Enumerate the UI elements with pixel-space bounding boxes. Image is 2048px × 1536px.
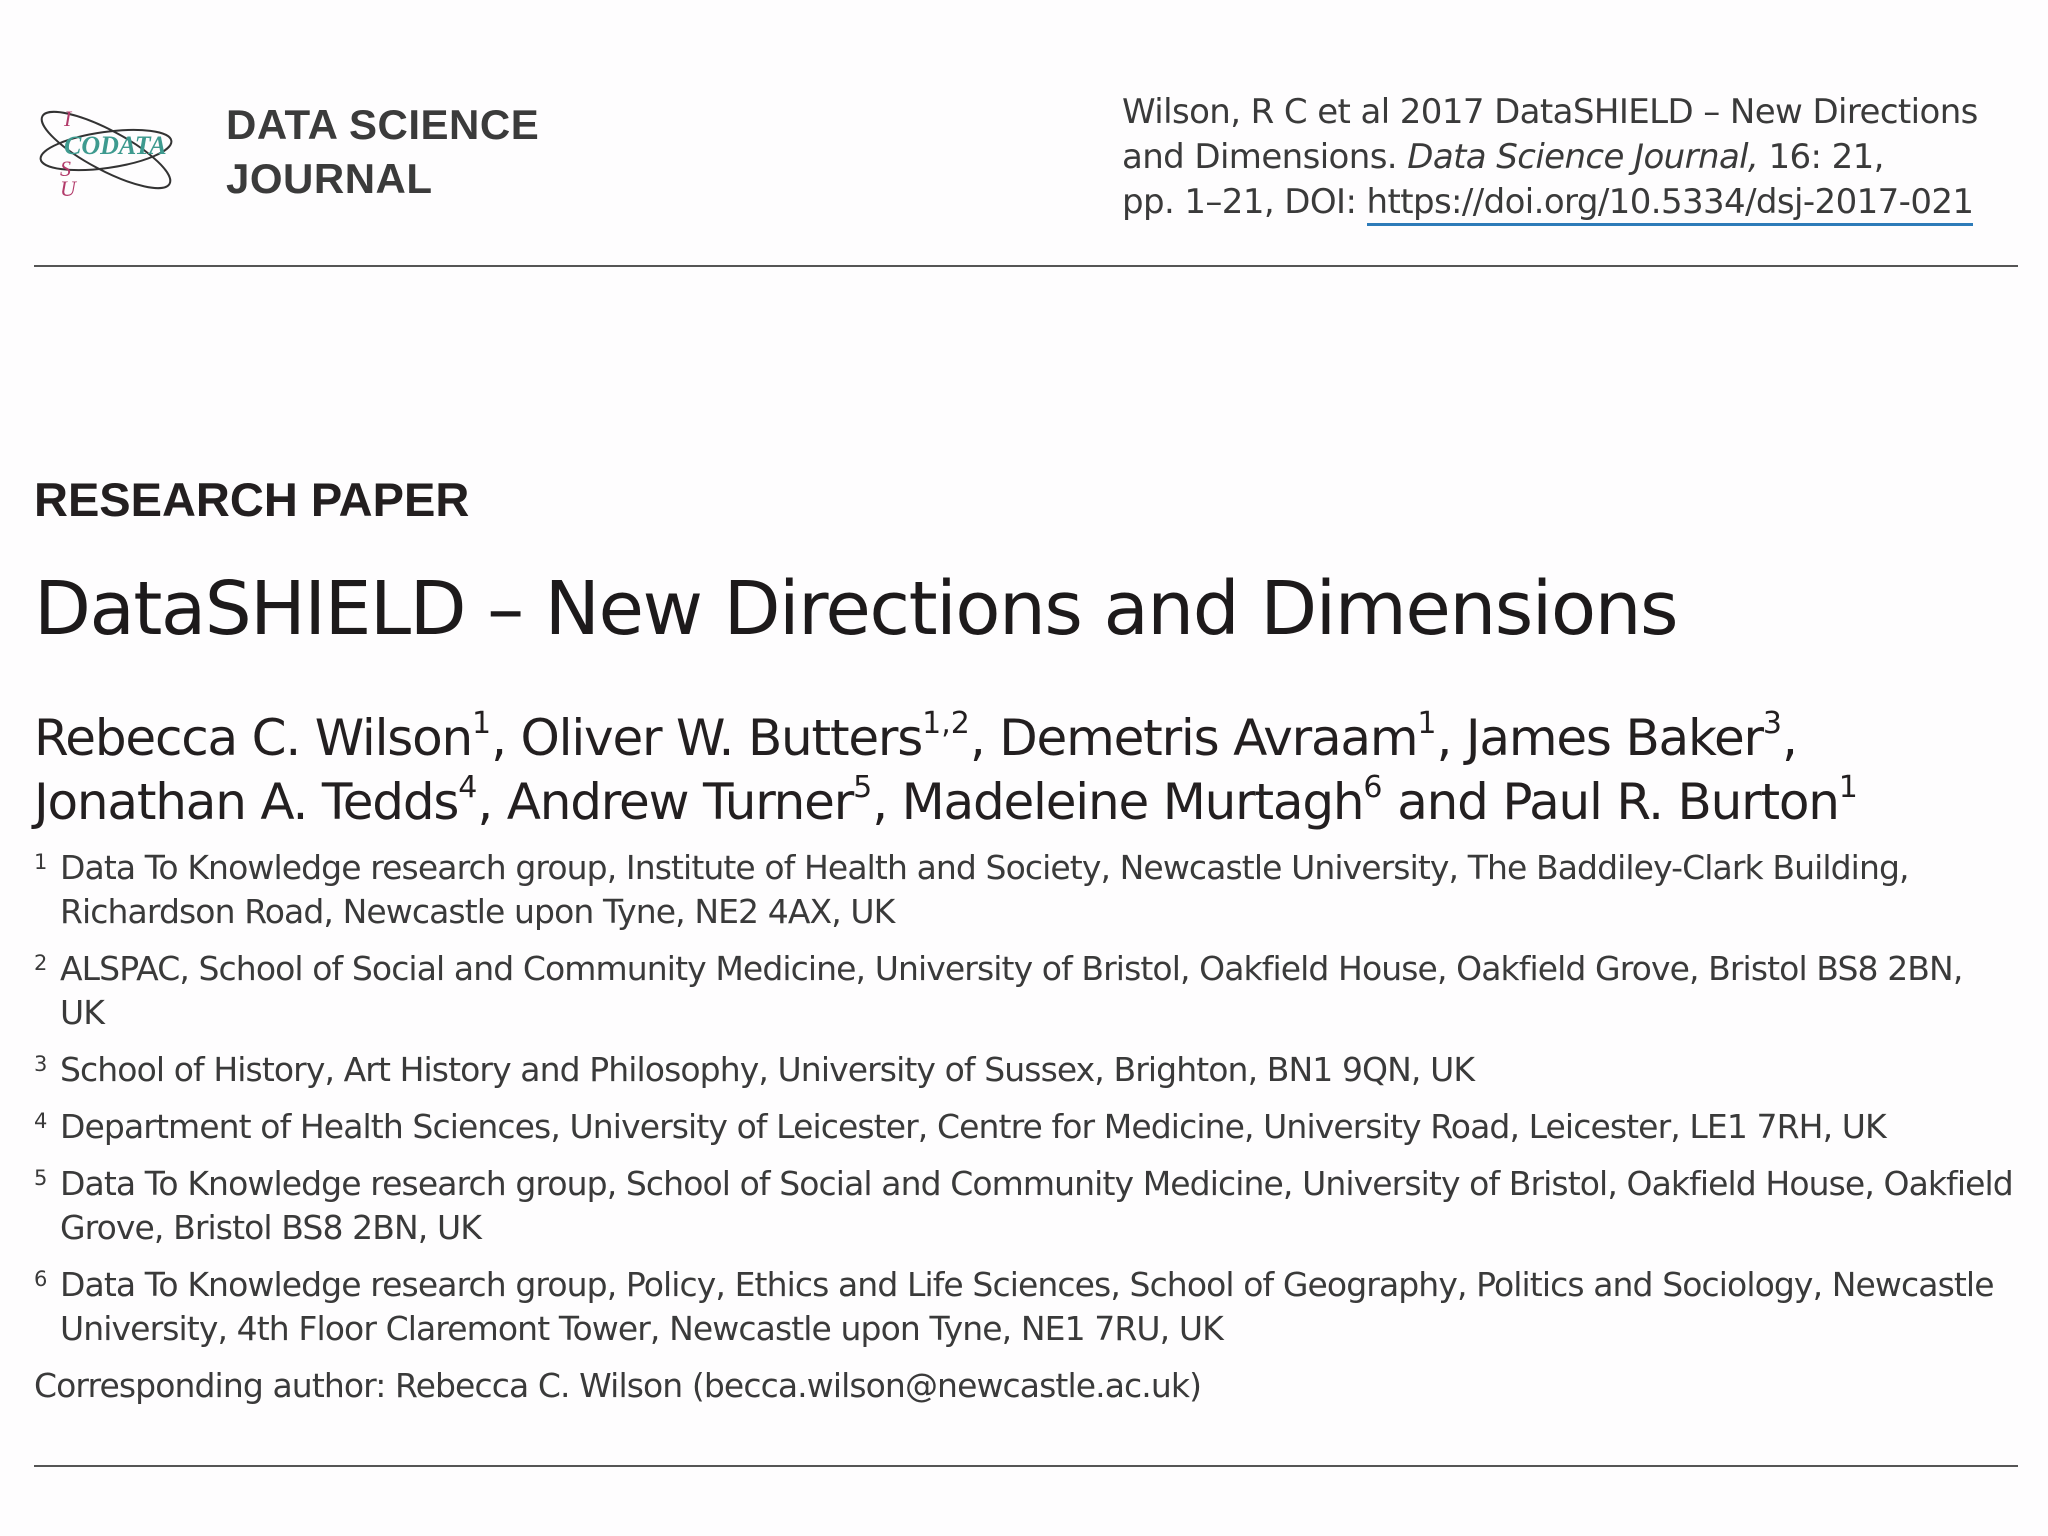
affiliation-number: 2 <box>34 951 47 975</box>
citation-line2-suffix: 16: 21, <box>1768 137 1884 177</box>
citation-block <box>1122 90 2022 225</box>
affiliation-list <box>34 846 2014 1408</box>
affiliation-number: 3 <box>34 1052 47 1076</box>
affiliation-number: 4 <box>34 1109 47 1133</box>
logo-codata-text: CODATA <box>64 131 167 160</box>
affiliation-number: 5 <box>34 1166 47 1190</box>
author-name: Oliver W. Butters <box>520 709 923 767</box>
logo-letter-u: U <box>60 176 76 201</box>
journal-name-line2: JOURNAL <box>226 155 433 202</box>
author-name: Jonathan A. Tedds <box>34 773 459 831</box>
author-list <box>34 706 2024 834</box>
citation-line2-prefix: and Dimensions. <box>1122 137 1398 177</box>
citation-line1: Wilson, R C et al 2017 DataSHIELD – New Directions <box>1122 92 1978 132</box>
author-separator: , <box>1781 709 1797 767</box>
citation-line3 <box>1122 180 2022 225</box>
footer-divider <box>34 1465 2018 1467</box>
author-affiliation-mark: 4 <box>458 770 478 805</box>
citation-journal: Data Science Journal, <box>1407 137 1759 177</box>
affiliation-text: Data To Knowledge research group, School of Social and Community Medicine, University of Bristol, Oakfield House, Oakfield Grove, Bristol BS8 2BN, UK <box>60 1164 2013 1247</box>
author-separator: , <box>969 709 1000 767</box>
author-affiliation-mark: 1 <box>1417 706 1437 741</box>
journal-name <box>226 98 539 206</box>
author-separator: , <box>491 709 521 767</box>
author-name: Rebecca C. Wilson <box>34 709 473 767</box>
author-name: Demetris Avraam <box>999 709 1418 767</box>
affiliation-item <box>34 1105 2014 1149</box>
author-affiliation-mark: 6 <box>1363 770 1383 805</box>
author-affiliation-mark: 5 <box>853 770 873 805</box>
author-affiliation-mark: 1 <box>1838 770 1858 805</box>
author-name: Madeleine Murtagh <box>901 773 1364 831</box>
author-name: James Baker <box>1465 709 1763 767</box>
author-separator: , <box>872 773 902 831</box>
affiliation-item <box>34 947 2014 1035</box>
journal-name-line1: DATA SCIENCE <box>226 101 540 148</box>
affiliation-item <box>34 846 2014 934</box>
affiliation-text: ALSPAC, School of Social and Community Medicine, University of Bristol, Oakfield House, Oakfield Grove, Bristol BS8 2BN, UK <box>60 949 1963 1032</box>
codata-orbit-icon <box>34 92 184 212</box>
corresponding-author: Corresponding author: Rebecca C. Wilson (becca.wilson@newcastle.ac.uk) <box>34 1366 1202 1405</box>
author-separator: , <box>1436 709 1466 767</box>
author-affiliation-mark: 1 <box>472 706 492 741</box>
logo-letter-s: S <box>60 156 71 181</box>
article-type: RESEARCH PAPER <box>34 473 470 526</box>
citation-line3-prefix: pp. 1–21, DOI: <box>1122 182 1357 222</box>
logo-letter-i: I <box>64 106 72 131</box>
paper-title: DataSHIELD – New Directions and Dimensions <box>34 566 1678 652</box>
doi-link[interactable]: https://doi.org/10.5334/dsj-2017-021 <box>1367 182 1974 226</box>
author-affiliation-mark: 1,2 <box>922 706 970 741</box>
author-name: Paul R. Burton <box>1502 773 1839 831</box>
codata-logo <box>34 92 184 212</box>
affiliation-item <box>34 1048 2014 1092</box>
affiliation-number: 1 <box>34 850 47 874</box>
affiliation-item <box>34 1162 2014 1250</box>
affiliation-number: 6 <box>34 1267 47 1291</box>
affiliation-item <box>34 1263 2014 1351</box>
citation-line2 <box>1122 135 2022 180</box>
author-separator: and <box>1382 773 1503 831</box>
affiliation-text: Data To Knowledge research group, Policy, Ethics and Life Sciences, School of Geography, Politics and Sociology, Newcastle University, 4th Floor Claremont Tower, Newcastle upon Tyne, NE1 7RU, UK <box>60 1265 1994 1348</box>
affiliation-text: Department of Health Sciences, University of Leicester, Centre for Medicine, University Road, Leicester, LE1 7RH, UK <box>60 1107 1886 1146</box>
affiliation-text: School of History, Art History and Philosophy, University of Sussex, Brighton, BN1 9QN, UK <box>60 1050 1475 1089</box>
journal-brand[interactable] <box>34 92 539 212</box>
author-name: Andrew Turner <box>506 773 854 831</box>
affiliation-text: Data To Knowledge research group, Institute of Health and Society, Newcastle University, The Baddiley-Clark Building, Richardson Road, Newcastle upon Tyne, NE2 4AX, UK <box>60 848 1909 931</box>
header-divider <box>34 265 2018 267</box>
author-separator: , <box>477 773 507 831</box>
author-affiliation-mark: 3 <box>1762 706 1782 741</box>
